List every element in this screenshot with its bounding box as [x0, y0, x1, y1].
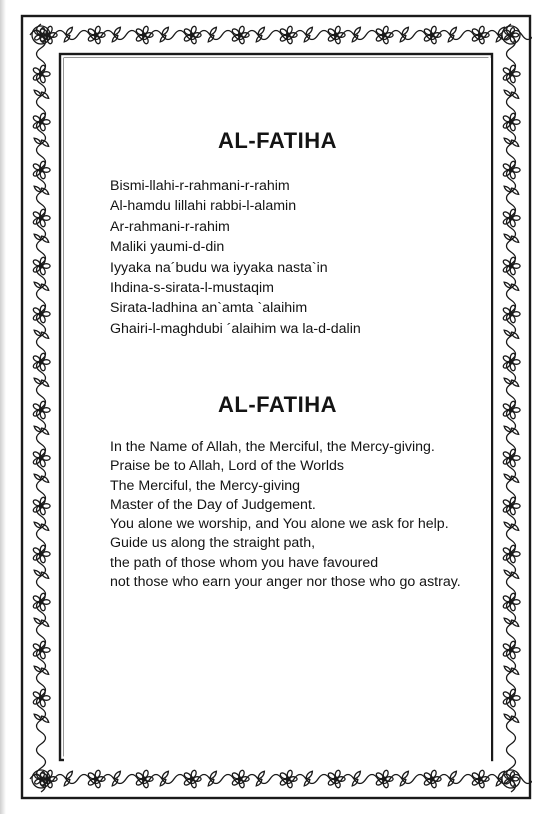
translation-title: AL-FATIHA: [218, 392, 337, 417]
translation-line: In the Name of Allah, the Merciful, the Mercy-giving.: [110, 439, 435, 455]
transliteration-line: Ihdina-s-sirata-l-mustaqim: [110, 280, 274, 297]
transliteration-line: Maliki yaumi-d-din: [110, 239, 225, 256]
translation-line: Master of the Day of Judgement.: [110, 496, 316, 513]
transliteration-line: Ghairi-l-maghdubi ´alaihim wa la-d-dalin: [110, 320, 361, 337]
translation-verses: [110, 438, 472, 592]
translation-line: You alone we worship, and You alone we ask for help.: [110, 516, 449, 533]
transliteration-line: Ar-rahmani-r-rahim: [110, 218, 230, 235]
translation-line: Praise be to Allah, Lord of the Worlds: [110, 458, 344, 475]
transliteration-title: AL-FATIHA: [218, 128, 337, 153]
translation-line: not those who earn your anger nor those who go astray.: [110, 574, 461, 591]
transliteration-verses: [110, 176, 480, 339]
scan-edge-shadow: [0, 0, 6, 814]
translation-line: Guide us along the straight path,: [110, 535, 316, 552]
transliteration-line: Al-hamdu lillahi rabbi-l-alamin: [110, 198, 297, 215]
transliteration-line: Iyyaka na´budu wa iyyaka nasta`in: [110, 259, 328, 276]
translation-line: The Merciful, the Mercy-giving: [110, 477, 301, 494]
transliteration-line: Bismi-llahi-r-rahmani-r-rahim: [110, 178, 290, 194]
transliteration-line: Sirata-ladhina an`amta `alaihim: [110, 300, 308, 317]
translation-line: the path of those whom you have favoured: [110, 554, 379, 571]
